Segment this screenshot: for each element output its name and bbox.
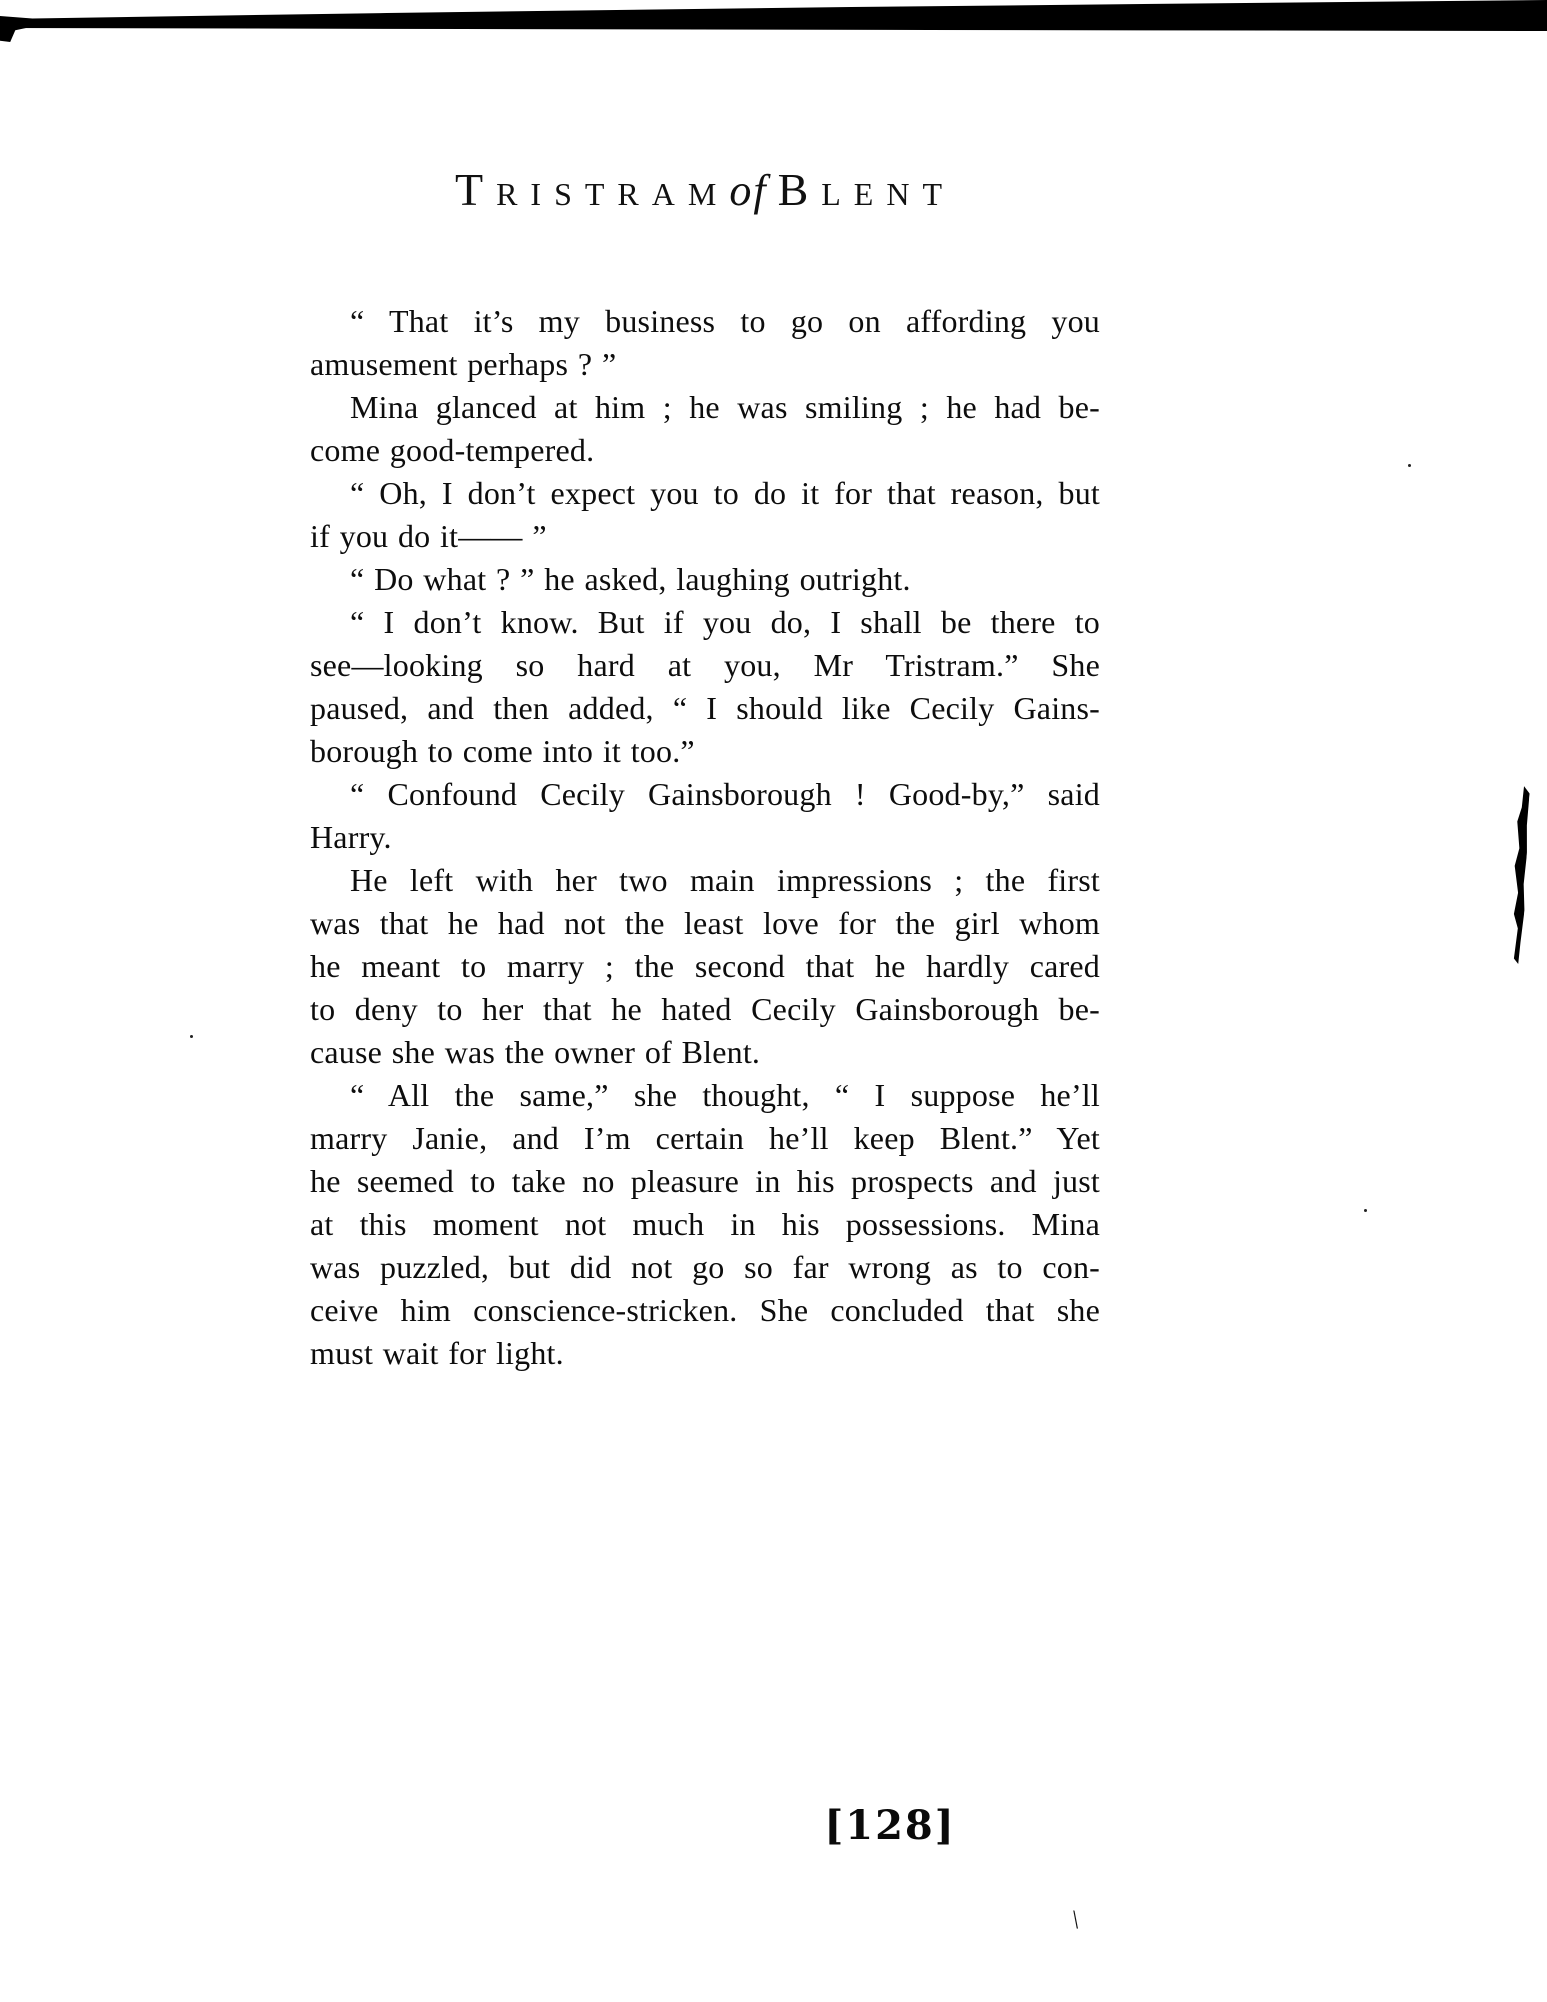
title-word-tristram: Tristram <box>454 164 730 215</box>
text-line: amusement perhaps ? ” <box>310 346 617 382</box>
dust-speck <box>1408 464 1411 467</box>
text-line: to deny to her that he hated Cecily Gainsborough be- <box>310 991 1100 1027</box>
text-line: Harry. <box>310 819 392 855</box>
page-title <box>310 163 1100 216</box>
title-word-blent: Blent <box>777 164 956 215</box>
text-line: marry Janie, and I’m certain he’ll keep Blent.” Yet <box>310 1120 1100 1156</box>
text-line: “ Confound Cecily Gainsborough ! Good-by,” said <box>350 776 1100 812</box>
text-line: he meant to marry ; the second that he hardly cared <box>310 948 1100 984</box>
text-line: “ I don’t know. But if you do, I shall be there to <box>350 604 1100 640</box>
dust-speck <box>1364 1209 1367 1212</box>
text-line: was that he had not the least love for the girl whom <box>310 905 1100 941</box>
text-line: He left with her two main impressions ; the first <box>350 862 1100 898</box>
dust-speck <box>190 1035 193 1038</box>
scan-ink-blob-artifact <box>0 16 34 42</box>
scan-ink-band-artifact <box>0 0 1547 42</box>
text-line: “ Oh, I don’t expect you to do it for that reason, but <box>350 475 1100 511</box>
ink-streak-artifact <box>1509 786 1530 964</box>
text-line: Mina glanced at him ; he was smiling ; he had be- <box>350 389 1100 425</box>
text-line: paused, and then added, “ I should like Cecily Gains- <box>310 690 1100 726</box>
title-word-of: of <box>729 166 768 215</box>
text-line: “ Do what ? ” he asked, laughing outright. <box>350 561 911 597</box>
text-line: borough to come into it too.” <box>310 733 695 769</box>
body-text <box>310 300 1100 1375</box>
text-line: “ All the same,” she thought, “ I suppose he’ll <box>350 1077 1100 1113</box>
text-line: ceive him conscience-stricken. She concluded that she <box>310 1292 1100 1328</box>
text-line: “ That it’s my business to go on affording you <box>350 303 1100 339</box>
page-number: [128] <box>824 1802 956 1849</box>
text-line: see—looking so hard at you, Mr Tristram.” She <box>310 647 1100 683</box>
text-line: was puzzled, but did not go so far wrong as to con- <box>310 1249 1100 1285</box>
stray-pen-mark: \ <box>1070 1904 1082 1935</box>
text-line: at this moment not much in his possessions. Mina <box>310 1206 1100 1242</box>
text-line: come good-tempered. <box>310 432 595 468</box>
text-line: he seemed to take no pleasure in his prospects and just <box>310 1163 1100 1199</box>
text-line: cause she was the owner of Blent. <box>310 1034 761 1070</box>
text-line: if you do it—— ” <box>310 518 547 554</box>
text-line: must wait for light. <box>310 1335 564 1371</box>
